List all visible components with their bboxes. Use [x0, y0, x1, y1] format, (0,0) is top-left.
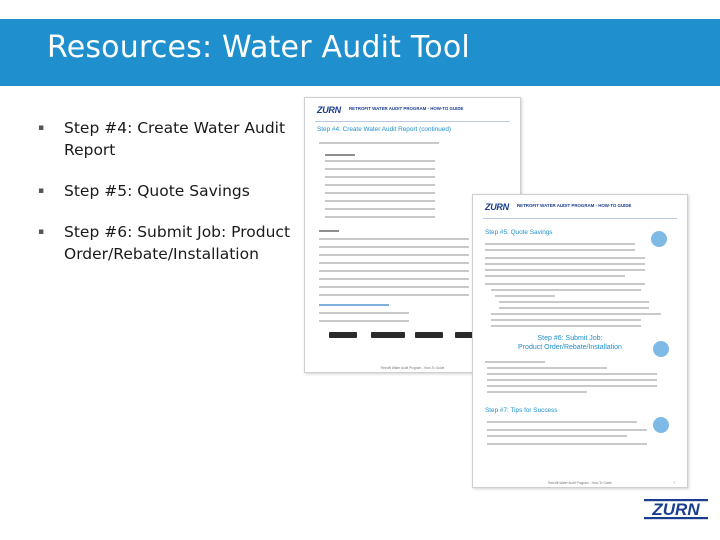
doc-step6-title-line2: Product Order/Rebate/Installation: [518, 344, 622, 351]
doc-text-line: [319, 294, 469, 296]
doc-text-line: [319, 262, 469, 264]
doc-footer-text: Retrofit Water Audit Program - How-To Guide: [380, 366, 445, 370]
doc-page-number: 7: [673, 481, 675, 485]
doc-text-line: [319, 320, 409, 322]
bullet-list: [38, 117, 293, 265]
doc-text-line: [485, 257, 645, 259]
zurn-logo-text: ZURN: [652, 500, 700, 519]
doc-text-line: [485, 269, 645, 271]
doc-text-line: [485, 249, 635, 251]
doc-text-line: [491, 289, 641, 291]
doc-text-line: [325, 208, 435, 210]
doc-text-line: [325, 184, 435, 186]
doc-text-line: [491, 313, 661, 315]
piggy-bank-icon: [651, 231, 667, 247]
doc-text-line: [325, 200, 435, 202]
doc-text-line: [319, 246, 469, 248]
doc-text-line: [495, 295, 555, 297]
bullet-glyph: ▪: [38, 186, 45, 196]
doc-text-line: [319, 286, 469, 288]
doc-button: [415, 332, 443, 338]
doc-text-line: [491, 319, 641, 321]
doc-text-line: [491, 325, 641, 327]
zurn-doc-logo: ZURN: [317, 105, 341, 115]
doc-step7-title: Step #7: Tips for Success: [485, 407, 558, 414]
doc-text-line: [325, 192, 435, 194]
doc-text-line: [325, 216, 435, 218]
doc-text-line: [325, 160, 435, 162]
doc-text-line: [499, 301, 649, 303]
doc-text-line: [485, 275, 625, 277]
doc-text-line: [485, 283, 645, 285]
doc-button: [371, 332, 405, 338]
bullet-text: Step #5: Quote Savings: [64, 182, 250, 200]
doc-text-line: [487, 435, 627, 437]
doc-text-line: [319, 142, 439, 144]
doc-header: [317, 105, 510, 119]
doc-text-line: [319, 238, 469, 240]
doc-text-line: [325, 176, 435, 178]
doc-text-line: [487, 421, 637, 423]
thumbs-up-icon: [653, 417, 669, 433]
bullet-item-step5: [38, 180, 293, 202]
bullet-item-step6: [38, 221, 293, 265]
doc-text-line: [319, 270, 469, 272]
bullet-text: Step #4: Create Water Audit Report: [64, 119, 286, 159]
doc-step6-title-line1: Step #6: Submit Job:: [537, 335, 603, 342]
doc-header: [485, 202, 677, 216]
doc-text-line: [325, 154, 355, 156]
doc-text-line: [487, 385, 657, 387]
doc-text-line: [487, 391, 587, 393]
doc-text-line: [319, 254, 469, 256]
doc-text-line: [499, 307, 649, 309]
doc-text-line: [487, 443, 647, 445]
bullet-item-step4: [38, 117, 293, 161]
doc-button: [329, 332, 357, 338]
doc-text-line: [325, 168, 435, 170]
doc-text-line: [485, 361, 545, 363]
doc-text-line: [319, 278, 469, 280]
doc-text-line: [485, 243, 635, 245]
doc-text-line: [319, 230, 339, 232]
doc-program-title: RETROFIT WATER AUDIT PROGRAM - HOW-TO GUIDE: [517, 203, 632, 208]
doc-thumbnail-step5: [472, 194, 688, 488]
bullet-glyph: ▪: [38, 227, 45, 237]
bullet-text: Step #6: Submit Job: Product Order/Rebate/Installation: [64, 223, 291, 263]
doc-text-line: [487, 429, 647, 431]
doc-text-line: [319, 304, 389, 306]
doc-program-title: RETROFIT WATER AUDIT PROGRAM - HOW-TO GUIDE: [349, 106, 464, 111]
bullet-glyph: ▪: [38, 123, 45, 133]
doc-footer-text: Retrofit Water Audit Program - How-To Guide: [548, 481, 612, 485]
doc-text-line: [487, 373, 657, 375]
doc-text-line: [487, 367, 607, 369]
doc-step-title: Step #4: Create Water Audit Report (continued): [317, 126, 452, 133]
doc-header-rule: [315, 121, 510, 122]
zurn-doc-logo: ZURN: [485, 202, 509, 212]
doc-header-rule: [483, 218, 677, 219]
zurn-logo: [644, 496, 708, 522]
doc-step5-title: Step #5: Quote Savings: [485, 229, 553, 236]
doc-text-line: [319, 312, 409, 314]
doc-text-line: [485, 263, 645, 265]
doc-text-line: [487, 379, 657, 381]
envelope-icon: [653, 341, 669, 357]
slide-title: Resources: Water Audit Tool: [47, 30, 470, 65]
